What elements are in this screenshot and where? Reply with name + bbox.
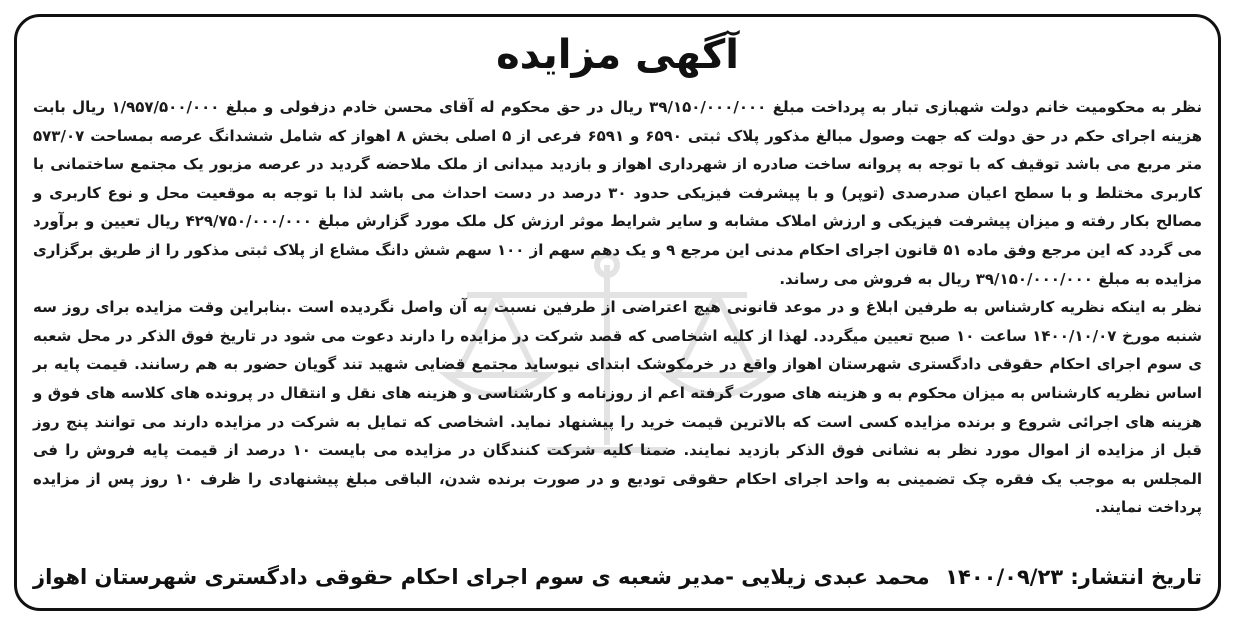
notice-title: آگهی مزایده [496,32,739,78]
notice-frame [14,14,1221,611]
notice-footer [33,557,1202,597]
notice-body [33,93,1202,522]
notice-paragraph: نظر به اینکه نظریه کارشناس به طرفین ابلاغ و در موعد قانونی هیچ اعتراضی از طرفین نسبت به آن واصل نگردیده است .بنابراین وقت مزایده برای روز سه شنبه مورخ ۱۴۰۰/۱۰/۰۷ ساعت ۱۰ صبح تعیین میگردد. لهذا از کلیه اشخاصی که قصد شرکت در مزایده را دارند دعوت می شود در تاریخ فوق الذکر در محل شعبه ی سوم اجرای احکام حقوقی دادگستری شهرستان اهواز واقع در خرمکوشک ابتدای نیوساید مجتمع قضایی شهید تند گویان حضور به هم رسانند. قیمت پایه بر اساس نظریه کارشناس به میزان محکوم به و هزینه های صورت گرفته اعم از روزنامه و کارشناسی و هزینه های نقل و انتقال در پرونده های کلاسه های فوق و هزینه های اجرائی شروع و برنده مزایده کسی است که بالاترین قیمت خرید را پیشنهاد نماید. اشخاصی که تمایل به شرکت در مزایده دارند می توانند پنج روز قبل از مزایده از اموال مورد نظر به نشانی فوق الذکر بازدید نمایند. ضمنا کلیه شرکت کنندگان در مزایده می بایست ۱۰ درصد از قیمت پایه فروش را فی المجلس به موجب یک فقره چک تضمینی به واحد اجرای احکام حقوقی تودیع و در صورت برنده شدن، الباقی مبلغ پیشنهادی را ظرف ۱۰ روز پس از مزایده پرداخت نمایند. [33,298,1202,517]
notice-paragraph: نظر به محکومیت خانم دولت شهبازی تبار به پرداخت مبلغ ۳۹/۱۵۰/۰۰۰/۰۰۰ ریال در حق محکوم له آقای محسن خادم دزفولی و مبلغ ۱/۹۵۷/۵۰۰/۰۰۰ ریال بابت هزینه اجرای حکم در حق دولت که جهت وصول مبالغ مذکور پلاک ثبتی ۶۵۹۰ و ۶۵۹۱ فرعی از ۵ اصلی بخش ۸ اهواز که شامل ششدانگ عرصه بمساحت ۵۷۳/۰۷ متر مربع می باشد توقیف که با توجه به پروانه ساخت صادره از شهرداری اهواز و بازدید میدانی از ملک ملاحضه گردید در عرصه مزبور یک مجتمع ساختمانی با کاربری مختلط و با سطح اعیان صدرصدی (توپر) و با پیشرفت فیزیکی حدود ۳۰ درصد در دست احداث می باشد لذا با توجه به موقعیت محل و نوع کاربری و مصالح بکار رفته و میزان پیشرفت فیزیکی و ارزش املاک مشابه و سایر شرایط موثر ارزش کل ملک مورد گزارش مبلغ ۴۲۹/۷۵۰/۰۰۰/۰۰۰ ریال تعیین و برآورد می گردد که این مرجع وفق ماده ۵۱ قانون اجرای احکام مدنی این مرجع ۹ و یک دهم سهم از ۱۰۰ سهم شش دانگ مشاع از پلاک ثبتی مذکور را از طریق برگزاری مزایده به مبلغ ۳۹/۱۵۰/۰۰۰/۰۰۰ ریال به فروش می رساند. [33,98,1203,288]
publish-date-label: تاریخ انتشار: [1070,565,1202,589]
signature: محمد عبدی زیلایی -مدیر شعبه ی سوم اجرای احکام حقوقی دادگستری شهرستان اهواز [33,565,930,589]
publish-date: ۱۴۰۰/۰۹/۲۳ [945,565,1064,589]
publish-date-block [945,565,1202,589]
